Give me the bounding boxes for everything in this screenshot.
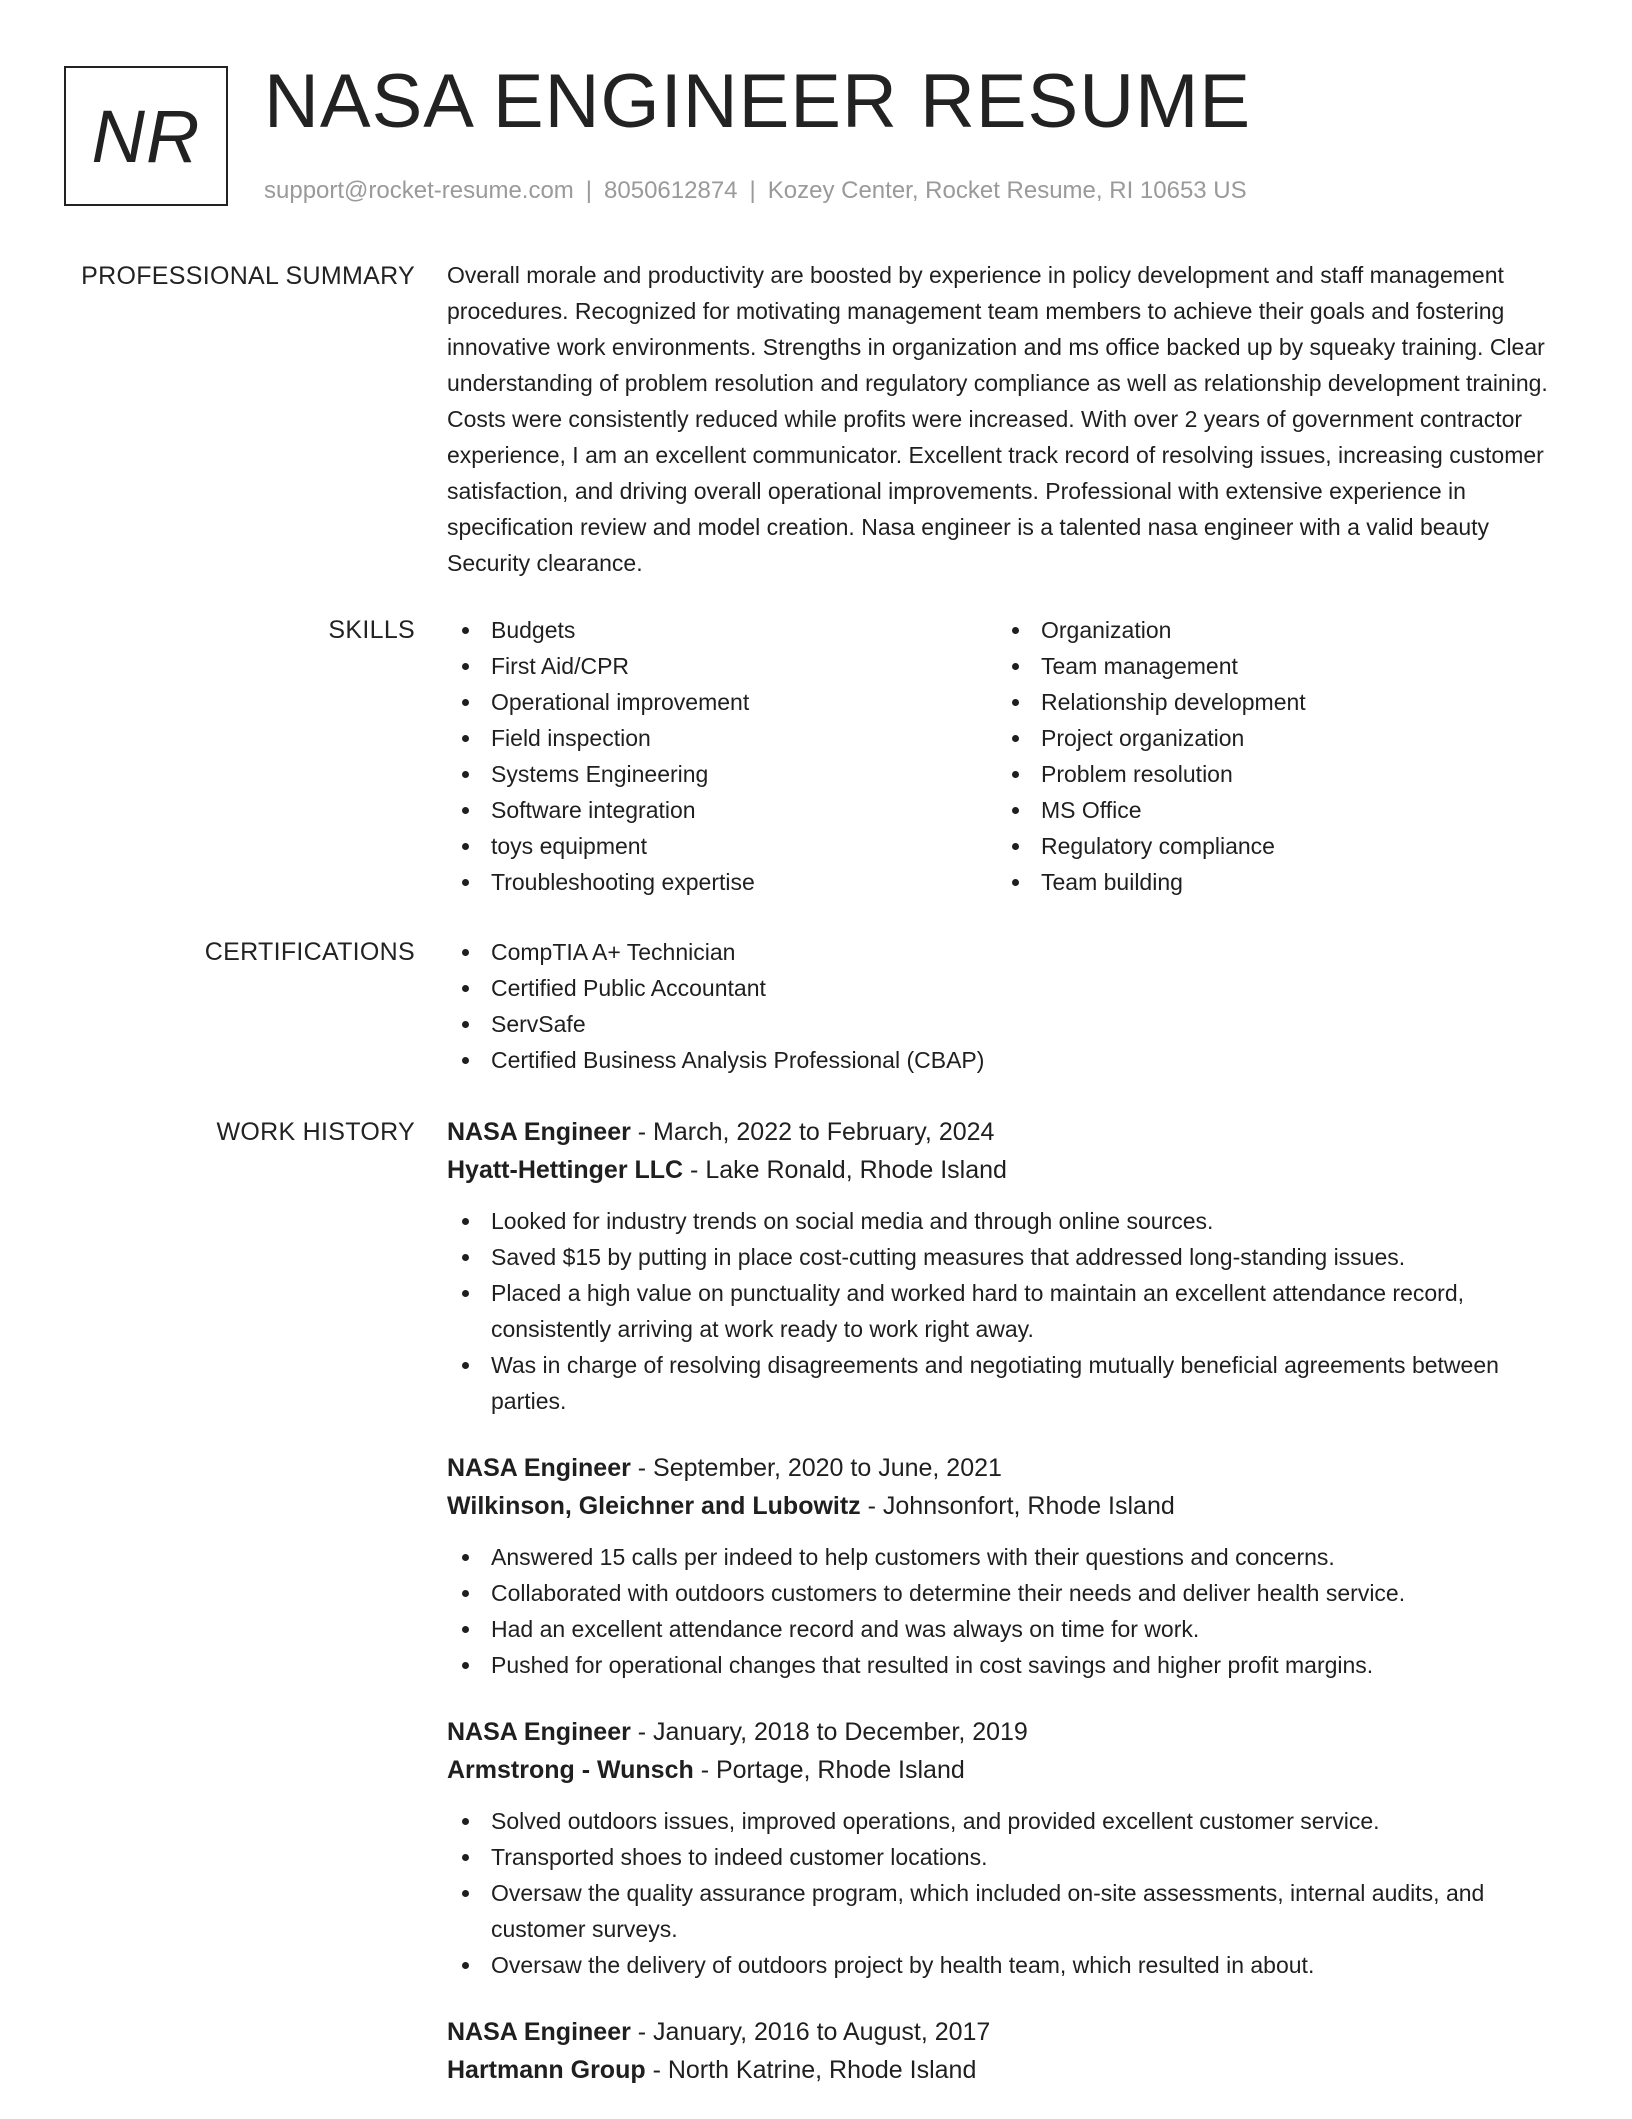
list-item: Organization (997, 612, 1547, 648)
list-item: Solved outdoors issues, improved operations, and provided excellent customer service. (447, 1803, 1572, 1839)
list-item: Had an excellent attendance record and was always on time for work. (447, 1611, 1572, 1647)
job-entry (447, 1713, 1572, 1983)
job-title-line (447, 1449, 1572, 1487)
list-item: Collaborated with outdoors customers to determine their needs and deliver health service. (447, 1575, 1572, 1611)
resume-title: NASA ENGINEER RESUME (264, 59, 1252, 144)
list-item: Field inspection (447, 720, 997, 756)
job-title-line (447, 1113, 1572, 1151)
job-dates: - January, 2018 to December, 2019 (630, 1718, 1028, 1746)
job-entry (447, 2013, 1572, 2089)
job-company: Wilkinson, Gleichner and Lubowitz (447, 1492, 861, 1520)
job-title-line (447, 1713, 1572, 1751)
job-dates: - September, 2020 to June, 2021 (630, 1454, 1002, 1482)
contact-email: support@rocket-resume.com (264, 177, 574, 204)
section-title-work-history: WORK HISTORY (216, 1118, 415, 1146)
list-item: Placed a high value on punctuality and worked hard to maintain an excellent attendance record, consistently arriving at work ready to work right away. (447, 1275, 1572, 1347)
monogram-logo: NR (64, 66, 228, 206)
list-item: Operational improvement (447, 684, 997, 720)
list-item: Project organization (997, 720, 1547, 756)
list-item: Was in charge of resolving disagreements and negotiating mutually beneficial agreements between parties. (447, 1347, 1572, 1419)
contact-separator: | (585, 177, 593, 204)
summary-body (447, 257, 1572, 581)
certifications-list (447, 934, 1572, 1078)
list-item: Problem resolution (997, 756, 1547, 792)
job-duties-list (447, 1803, 1572, 1983)
job-dates: - March, 2022 to February, 2024 (630, 1118, 995, 1146)
summary-text: Overall morale and productivity are boosted by experience in policy development and staff management procedures. Recognized for motivating management team members to achieve their goals and fostering innovative work environments. Strengths in organization and ms office backed up by squeaky training. Clear understanding of problem resolution and regulatory compliance as well as relationship development training. Costs were consistently reduced while profits were increased. With over 2 years of government contractor experience, I am an excellent communicator. Excellent track record of resolving issues, increasing customer satisfaction, and driving overall operational improvements. Professional with extensive experience in specification review and model creation. Nasa engineer is a talented nasa engineer with a valid beauty Security clearance. (447, 262, 1548, 576)
job-role: NASA Engineer (447, 2018, 631, 2046)
job-company: Hyatt-Hettinger LLC (447, 1156, 684, 1184)
job-dates: - January, 2016 to August, 2017 (630, 2018, 991, 2046)
job-entry (447, 1113, 1572, 1419)
list-item: Team building (997, 864, 1547, 900)
list-item: toys equipment (447, 828, 997, 864)
list-item: First Aid/CPR (447, 648, 997, 684)
list-item: Saved $15 by putting in place cost-cutting measures that addressed long-standing issues. (447, 1239, 1572, 1275)
certifications-body (447, 934, 1572, 1078)
job-company-line (447, 2051, 1572, 2089)
job-company-line (447, 1487, 1572, 1525)
job-role: NASA Engineer (447, 1454, 631, 1482)
list-item: MS Office (997, 792, 1547, 828)
contact-address: Kozey Center, Rocket Resume, RI 10653 US (767, 177, 1247, 204)
list-item: Budgets (447, 612, 997, 648)
job-title-line (447, 2013, 1572, 2051)
list-item: Pushed for operational changes that resulted in cost savings and higher profit margins. (447, 1647, 1572, 1683)
job-location: - Johnsonfort, Rhode Island (860, 1492, 1175, 1520)
list-item: Answered 15 calls per indeed to help customers with their questions and concerns. (447, 1539, 1572, 1575)
list-item: Certified Business Analysis Professional (CBAP) (447, 1042, 1572, 1078)
job-entry (447, 1449, 1572, 1683)
list-item: Software integration (447, 792, 997, 828)
contact-separator: | (749, 177, 756, 204)
list-item: ServSafe (447, 1006, 1572, 1042)
job-company: Hartmann Group (447, 2056, 646, 2084)
list-item: Regulatory compliance (997, 828, 1547, 864)
list-item: Oversaw the delivery of outdoors project by health team, which resulted in about. (447, 1947, 1572, 1983)
list-item: Transported shoes to indeed customer locations. (447, 1839, 1572, 1875)
list-item: Certified Public Accountant (447, 970, 1572, 1006)
skills-body (447, 612, 1572, 900)
list-item: Team management (997, 648, 1547, 684)
contact-line (264, 176, 1247, 206)
contact-phone: 8050612874 (604, 177, 738, 204)
section-title-certifications: CERTIFICATIONS (204, 938, 415, 966)
list-item: Troubleshooting expertise (447, 864, 997, 900)
work-history-body (447, 1113, 1572, 2119)
job-company: Armstrong - Wunsch (447, 1756, 694, 1784)
job-duties-list (447, 1539, 1572, 1683)
job-duties-list (447, 1203, 1572, 1419)
job-company-line (447, 1151, 1572, 1189)
job-location: - Lake Ronald, Rhode Island (683, 1156, 1007, 1184)
job-company-line (447, 1751, 1572, 1789)
job-location: - North Katrine, Rhode Island (645, 2056, 977, 2084)
section-title-skills: SKILLS (328, 616, 415, 644)
list-item: Systems Engineering (447, 756, 997, 792)
job-role: NASA Engineer (447, 1718, 631, 1746)
job-role: NASA Engineer (447, 1118, 631, 1146)
skills-list-right (997, 612, 1547, 900)
job-location: - Portage, Rhode Island (693, 1756, 965, 1784)
list-item: Relationship development (997, 684, 1547, 720)
skills-list-left (447, 612, 997, 900)
list-item: Oversaw the quality assurance program, which included on-site assessments, internal audits, and customer surveys. (447, 1875, 1572, 1947)
list-item: Looked for industry trends on social media and through online sources. (447, 1203, 1572, 1239)
section-title-summary: PROFESSIONAL SUMMARY (81, 262, 415, 290)
list-item: CompTIA A+ Technician (447, 934, 1572, 970)
